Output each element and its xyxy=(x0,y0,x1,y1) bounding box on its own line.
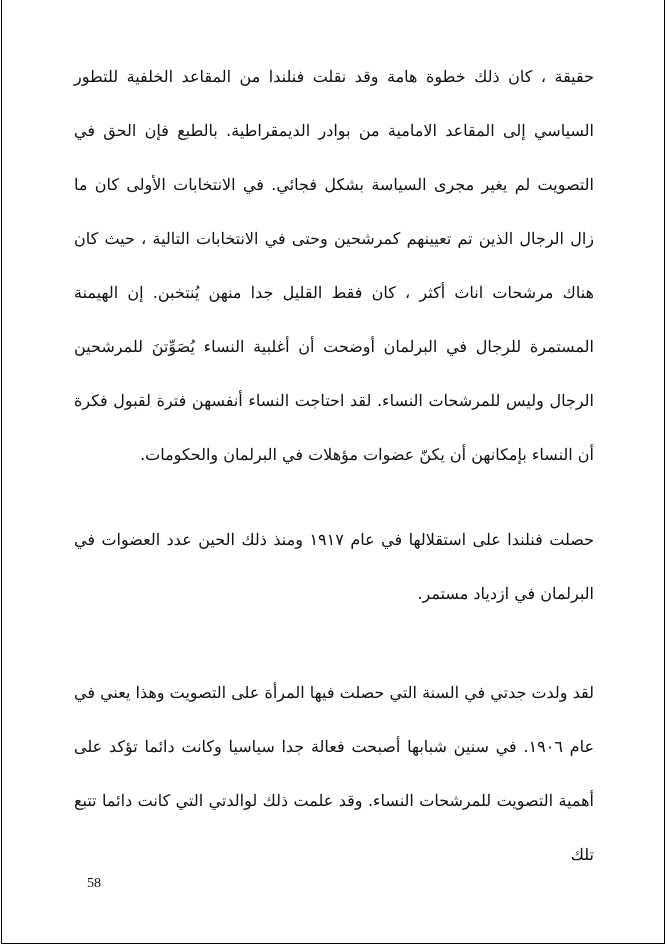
document-page xyxy=(1,0,665,944)
body-paragraph: حقيقة ، كان ذلك خطوة هامة وقد نقلت فنلندا من المقاعد الخلفية للتطور السياسي إلى المقاعد الامامية من بوادر الديمقراطية. بالطبع فإن الحق في التصويت لم يغير مجرى السياسة بشكل فجائي. في الانتخابات الأولى كان ما زال الرجال الذين تم تعيينهم كمرشحين وحتى في الانتخابات التالية ، حيث كان هناك مرشحات اناث أكثر ، كان فقط القليل جدا منهن يُنتخبن. إن الهيمنة المستمرة للرجال في البرلمان أوضحت أن أغلبية النساء يُصَوِّتنَ للمرشحين الرجال وليس للمرشحات النساء. لقد احتاجت النساء أنفسهن فترة لقبول فكرة أن النساء بإمكانهن أن يكنّ عضوات مؤهلات في البرلمان والحكومات. xyxy=(74,67,594,464)
body-paragraph: حصلت فنلندا على استقلالها في عام ١٩١٧ ومنذ ذلك الحين عدد العضوات في البرلمان في ازدياد مستمر. xyxy=(74,530,595,603)
page-number: 58 xyxy=(87,876,101,891)
body-paragraph: لقد ولدت جدتي في السنة التي حصلت فيها المرأة على التصويت وهذا يعني في عام ١٩٠٦. في سنين شبابها أصبحت فعالة جدا سياسيا وكانت دائما تؤكد على أهمية التصويت للمرشحات النساء. وقد علمت ذلك لوالدتي التي كانت دائما تتبع تلك xyxy=(74,683,594,864)
